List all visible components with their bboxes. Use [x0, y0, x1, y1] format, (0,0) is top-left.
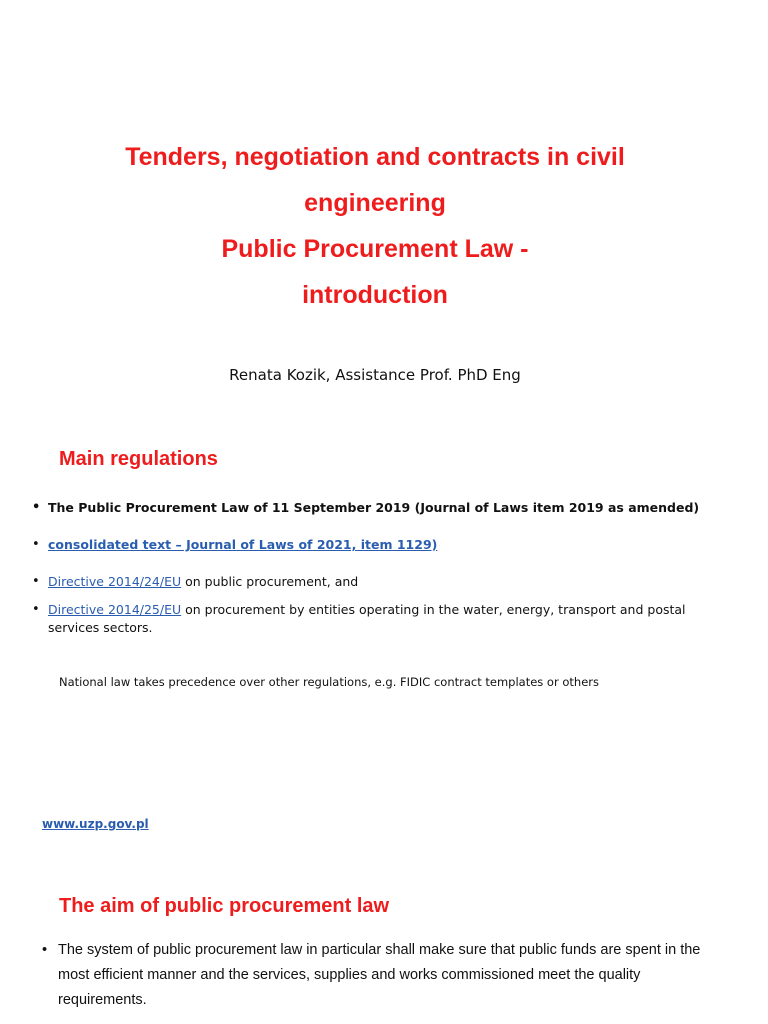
main-regulations-heading: Main regulations [59, 448, 218, 470]
bullet-icon: • [32, 574, 40, 589]
aim-bullet-item [42, 938, 712, 1013]
regulation-text: on public procurement, and [181, 574, 359, 589]
title-line-1: Tenders, negotiation and contracts in civil [125, 143, 625, 171]
consolidated-text-link[interactable]: consolidated text – Journal of Laws of 2021, item 1129) [48, 537, 438, 552]
regulation-item-directive-24 [32, 573, 722, 591]
title-line-4: introduction [302, 281, 448, 309]
regulation-item-consolidated-text [32, 536, 722, 554]
regulation-text: The Public Procurement Law of 11 September 2019 (Journal of Laws item 2019 as amended) [48, 500, 700, 515]
title-line-3: Public Procurement Law - [221, 235, 529, 263]
bullet-icon: • [32, 500, 41, 515]
bullet-icon: • [42, 942, 48, 958]
regulation-item-directive-25 [32, 601, 722, 637]
aim-heading: The aim of public procurement law [59, 895, 390, 917]
title-line-2: engineering [304, 189, 446, 217]
regulation-text: on procurement by entities operating in the water, energy, transport and postal services sectors. [48, 602, 686, 635]
bullet-icon: • [32, 602, 40, 617]
aim-text: The system of public procurement law in particular shall make sure that public funds are spent in the most efficient manner and the services, supplies and works commissioned meet the quality requirements. [58, 942, 701, 1008]
author-line: Renata Kozik, Assistance Prof. PhD Eng [229, 366, 521, 384]
directive-2014-24-link[interactable]: Directive 2014/24/EU [48, 574, 182, 589]
regulation-item-public-procurement-law [32, 499, 722, 517]
document-title [0, 134, 750, 318]
directive-2014-25-link[interactable]: Directive 2014/25/EU [48, 602, 182, 617]
precedence-note: National law takes precedence over other regulations, e.g. FIDIC contract templates or others [59, 675, 599, 689]
uzp-website-link[interactable]: www.uzp.gov.pl [42, 817, 149, 831]
bullet-icon: • [32, 537, 40, 552]
